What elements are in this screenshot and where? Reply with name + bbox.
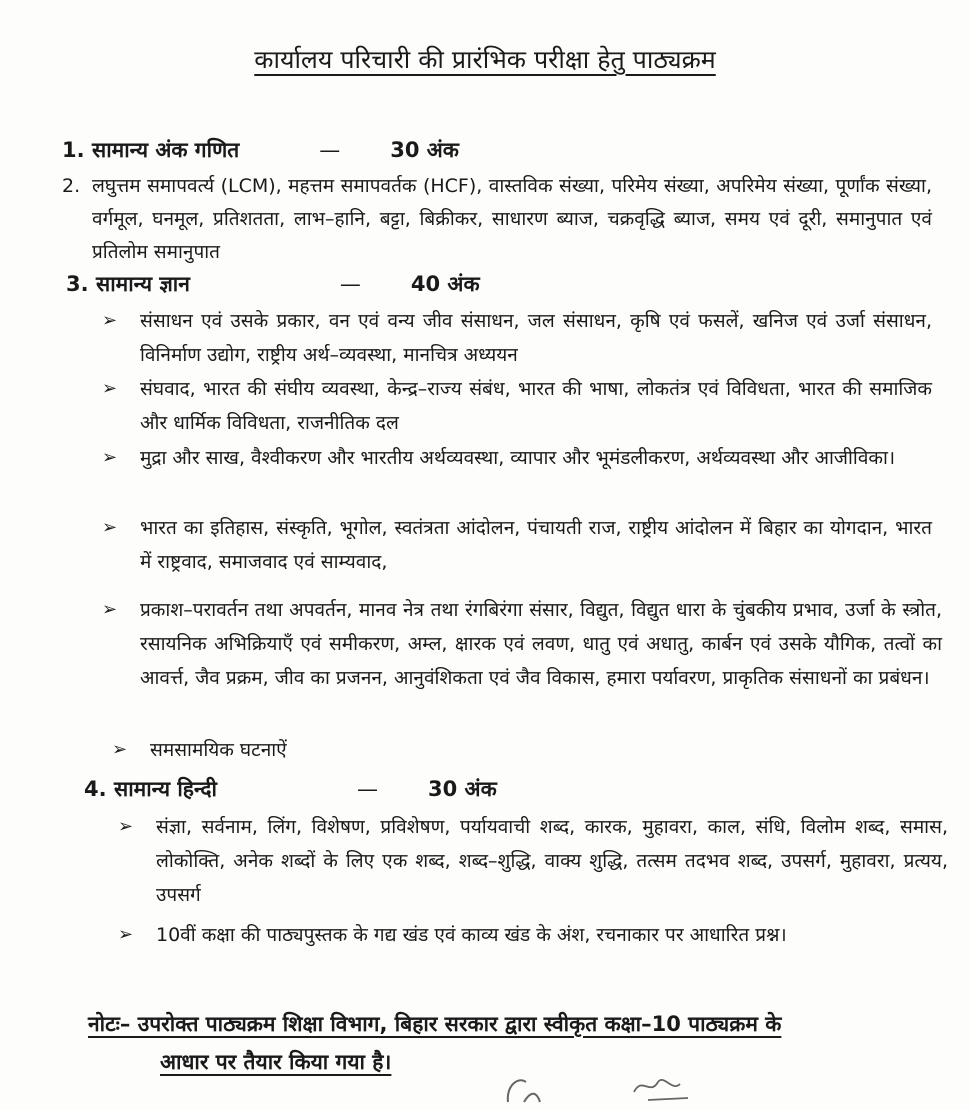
list-item-text: प्रकाश–परावर्तन तथा अपवर्तन, मानव नेत्र तथा रंगबिरंगा संसार, विद्युत, विद्युत धारा के चुंबकीय प्रभाव, उर्जा के स्त्रोत, रसायनिक अभिक्रियाएँ एवं समीकरण, अम्ल, क्षारक एवं लवण, धातु एवं अधातु, कार्बन एवं उसके यौगिक, तत्वों का आवर्त्त, जैव प्रक्रम, जीव का प्रजनन, आनुवंशिकता एवं जैव विकास, हमारा पर्यावरण, प्राकृतिक संसाधनों का प्रबंधन।	[140, 599, 942, 689]
section-1-dash: —	[319, 138, 341, 162]
note-line-1: नोटः– उपरोक्त पाठ्यक्रम शिक्षा विभाग, बिहार सरकार द्वारा स्वीकृत कक्षा–10 पाठ्यक्रम के	[88, 1012, 782, 1036]
bullet-arrow-icon: ➢	[102, 310, 118, 331]
signature-mark	[500, 1072, 560, 1110]
list-item	[118, 810, 948, 912]
bullet-arrow-icon: ➢	[118, 924, 134, 945]
page-title: कार्यालय परिचारी की प्रारंभिक परीक्षा हेतु पाठ्यक्रम	[254, 45, 716, 74]
section-2-text: लघुत्तम समापवर्त्य (LCM), महत्तम समापवर्तक (HCF), वास्तविक संख्या, परिमेय संख्या, अपरिमेय संख्या, पूर्णांक संख्या, वर्गमूल, घनमूल, प्रतिशतता, लाभ–हानि, बट्टा, बिक्रीकर, साधारण ब्याज, चक्रवृद्धि ब्याज, समय एवं दूरी, समानुपात एवं प्रतिलोम समानुपात	[92, 175, 932, 263]
section-4-dash: —	[357, 777, 378, 801]
section-4-heading	[84, 775, 497, 803]
list-item	[102, 511, 932, 579]
section-1-heading	[62, 136, 459, 164]
bullet-arrow-icon: ➢	[112, 739, 128, 760]
section-3-number: 3.	[66, 272, 89, 296]
bullet-arrow-icon: ➢	[102, 517, 118, 538]
list-item-text: संघवाद, भारत की संघीय व्यवस्था, केन्द्र–राज्य संबंध, भारत की भाषा, लोकतंत्र एवं विविधता, भारत की समाजिक और धार्मिक विविधता, राजनीतिक दल	[140, 378, 932, 434]
section-4-title: सामान्य हिन्दी	[114, 777, 217, 801]
list-item	[112, 733, 932, 767]
list-item-text: समसामयिक घटनाऐं	[150, 739, 287, 761]
section-4-number: 4.	[84, 777, 107, 801]
bullet-arrow-icon: ➢	[102, 447, 118, 468]
bullet-arrow-icon: ➢	[102, 599, 118, 620]
section-1-number: 1.	[62, 138, 85, 162]
section-1-marks: 30 अंक	[390, 138, 459, 162]
section-3-title: सामान्य ज्ञान	[96, 272, 190, 296]
section-4-marks: 30 अंक	[428, 777, 497, 801]
list-item	[102, 593, 942, 695]
list-item-text: मुद्रा और साख, वैश्वीकरण और भारतीय अर्थव्यवस्था, व्यापार और भूमंडलीकरण, अर्थव्यवस्था और आजीविका।	[140, 447, 896, 469]
list-item-text: भारत का इतिहास, संस्कृति, भूगोल, स्वतंत्रता आंदोलन, पंचायती राज, राष्ट्रीय आंदोलन में बिहार का योगदान, भारत में राष्ट्रवाद, समाजवाद एवं साम्यवाद,	[140, 517, 932, 573]
list-item	[118, 918, 948, 952]
list-item-text: संसाधन एवं उसके प्रकार, वन एवं वन्य जीव संसाधन, जल संसाधन, कृषि एवं फसलें, खनिज एवं उर्जा संसाधन, विनिर्माण उद्योग, राष्ट्रीय अर्थ–व्यवस्था, मानचित्र अध्ययन	[140, 310, 932, 366]
section-2	[62, 170, 932, 269]
bullet-arrow-icon: ➢	[118, 816, 134, 837]
section-1-title: सामान्य अंक गणित	[92, 138, 240, 162]
list-item	[102, 441, 932, 475]
list-item-text: संज्ञा, सर्वनाम, लिंग, विशेषण, प्रविशेषण, पर्यायवाची शब्द, कारक, मुहावरा, काल, संधि, विलोम शब्द, समास, लोकोक्ति, अनेक शब्दों के लिए एक शब्द, शब्द–शुद्धि, वाक्य शुद्धि, तत्सम तदभव शब्द, उपसर्ग, मुहावरा, प्रत्यय, उपसर्ग	[156, 816, 948, 906]
section-3-heading	[66, 270, 480, 298]
section-3-marks: 40 अंक	[410, 272, 480, 296]
section-2-number: 2.	[62, 175, 81, 197]
list-item	[102, 372, 932, 440]
note-line-2: आधार पर तैयार किया गया है।	[160, 1050, 392, 1074]
signature-mark	[628, 1070, 698, 1110]
bullet-arrow-icon: ➢	[102, 378, 118, 399]
list-item	[102, 304, 932, 372]
list-item-text: 10वीं कक्षा की पाठ्यपुस्तक के गद्य खंड एवं काव्य खंड के अंश, रचनाकार पर आधारित प्रश्न।	[156, 924, 787, 946]
section-3-dash: —	[339, 272, 361, 296]
